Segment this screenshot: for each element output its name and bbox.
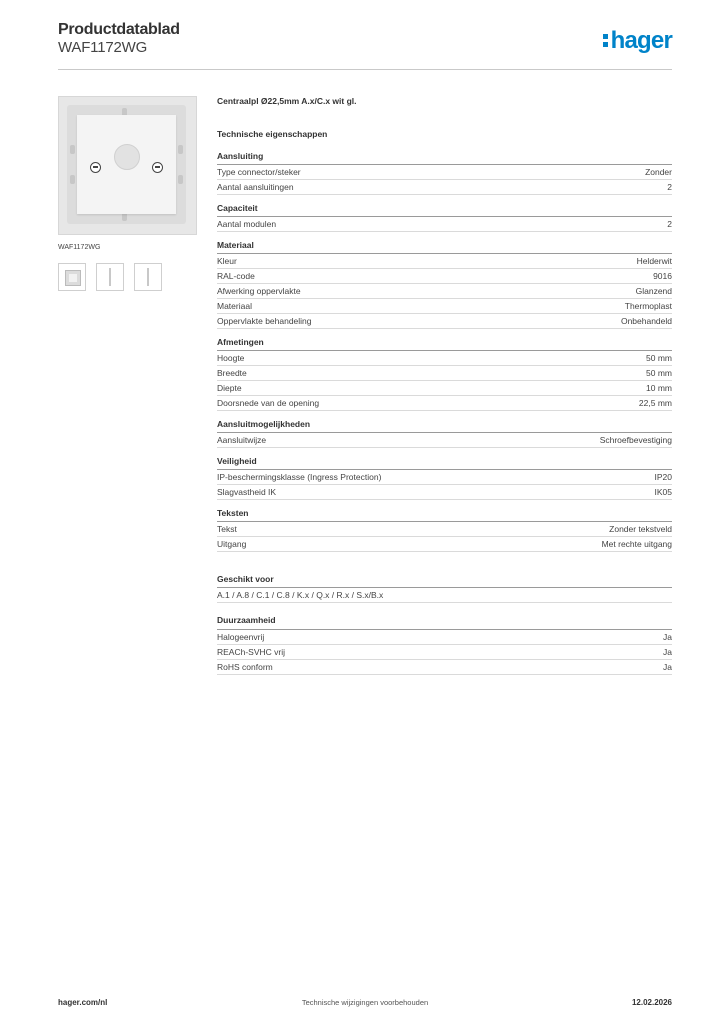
page-header [58,21,672,70]
spec-row [217,396,672,411]
footer-notice: Technische wijzigingen voorbehouden [301,998,429,1007]
spec-label: Materiaal [217,301,252,311]
spec-value: Glanzend [635,286,672,296]
compatible-value: A.1 / A.8 / C.1 / C.8 / K.x / Q.x / R.x / S.x/B.x [217,590,384,600]
spec-label: Aantal modulen [217,219,277,229]
spec-value: Ja [663,662,672,672]
frame-hole [70,175,75,184]
group-afmetingen [217,337,672,411]
spec-row [217,180,672,195]
frame-hole [178,145,183,154]
spec-value: 50 mm [646,353,672,363]
hager-logo[interactable] [603,27,672,55]
spec-label: Breedte [217,368,247,378]
group-title: Materiaal [217,240,672,254]
group-title: Aansluiting [217,151,672,165]
spec-value: Zonder [645,167,672,177]
central-plate [77,115,176,214]
group-title: Veiligheid [217,456,672,470]
spec-label: Kleur [217,256,237,266]
thumbnail-front[interactable] [58,263,86,291]
spec-label: Doorsnede van de opening [217,398,320,408]
spec-row [217,217,672,232]
group-geschikt-voor [217,574,672,603]
group-aansluitmogelijkheden [217,419,672,448]
spec-label: Diepte [217,383,242,393]
spec-value: 9016 [653,271,672,281]
spec-row [217,284,672,299]
product-title: Centraalpl Ø22,5mm A.x/C.x wit gl. [217,96,357,106]
group-title: Teksten [217,508,672,522]
spec-row [217,537,672,552]
screw-icon [90,162,101,173]
group-title: Geschikt voor [217,574,672,588]
spec-value: 50 mm [646,368,672,378]
spec-value: IK05 [654,487,672,497]
spec-value: 22,5 mm [638,398,672,408]
spec-value: Zonder tekstveld [609,524,672,534]
spec-value: Met rechte uitgang [601,539,672,549]
spec-label: RAL-code [217,271,255,281]
group-title: Duurzaamheid [217,615,276,625]
side-view-icon [109,268,111,286]
spec-label: Aantal aansluitingen [217,182,294,192]
spec-label: Tekst [217,524,237,534]
group-title: Afmetingen [217,337,672,351]
frame-hole [178,175,183,184]
spec-value: IP20 [654,472,672,482]
group-capaciteit [217,203,672,232]
spec-label: Afwerking oppervlakte [217,286,301,296]
center-opening [114,144,140,170]
spec-label: Oppervlakte behandeling [217,316,312,326]
spec-row [217,485,672,500]
spec-label: REACh-SVHC vrij [217,647,286,657]
spec-value: Schroefbevestiging [599,435,672,445]
front-view-icon [65,270,81,286]
group-duurzaamheid [217,615,672,675]
group-title: Aansluitmogelijkheden [217,419,672,433]
group-veiligheid [217,456,672,500]
document-title: Productdatablad [58,21,180,38]
screw-icon [152,162,163,173]
spec-value: Onbehandeld [620,316,672,326]
spec-value: 2 [667,219,672,229]
product-code: WAF1172WG [58,39,148,56]
spec-value: Ja [663,632,672,642]
spec-label: IP-beschermingsklasse (Ingress Protection) [217,472,382,482]
footer-date: 12.02.2026 [631,998,672,1007]
group-materiaal [217,240,672,329]
specifications [217,96,672,683]
spec-row [217,433,672,448]
frame-hole [70,145,75,154]
spec-row [217,254,672,269]
spec-label: Type connector/steker [217,167,301,177]
spec-value: 2 [667,182,672,192]
thumbnail-side[interactable] [96,263,124,291]
spec-label: Slagvastheid IK [217,487,277,497]
spec-row [217,314,672,329]
spec-value: 10 mm [646,383,672,393]
spec-value: Helderwit [636,256,672,266]
logo-text: hager [610,27,672,54]
side-view-icon [147,268,149,286]
group-teksten [217,508,672,552]
footer-website-link[interactable]: hager.com/nl [58,998,108,1007]
group-title: Capaciteit [217,203,672,217]
spec-value: Thermoplast [624,301,672,311]
spec-label: Aansluitwijze [217,435,267,445]
spec-label: RoHS conform [217,662,273,672]
spec-row [217,522,672,537]
logo-colon-icon [603,34,609,50]
spec-label: Uitgang [217,539,247,549]
group-aansluiting [217,151,672,195]
spec-row [217,165,672,180]
spec-label: Halogeenvrij [217,632,265,642]
spec-row [217,351,672,366]
spec-row [217,629,672,645]
spec-row [217,299,672,314]
spec-value: Ja [663,647,672,657]
spec-label: Hoogte [217,353,245,363]
spec-row [217,645,672,660]
product-image [58,96,197,235]
section-heading: Technische eigenschappen [217,129,328,139]
image-caption: WAF1172WG [58,244,101,251]
spec-row [217,470,672,485]
spec-row [217,381,672,396]
compatible-row [217,588,672,603]
spec-row [217,660,672,675]
spec-row [217,366,672,381]
spec-row [217,269,672,284]
thumbnail-side-2[interactable] [134,263,162,291]
